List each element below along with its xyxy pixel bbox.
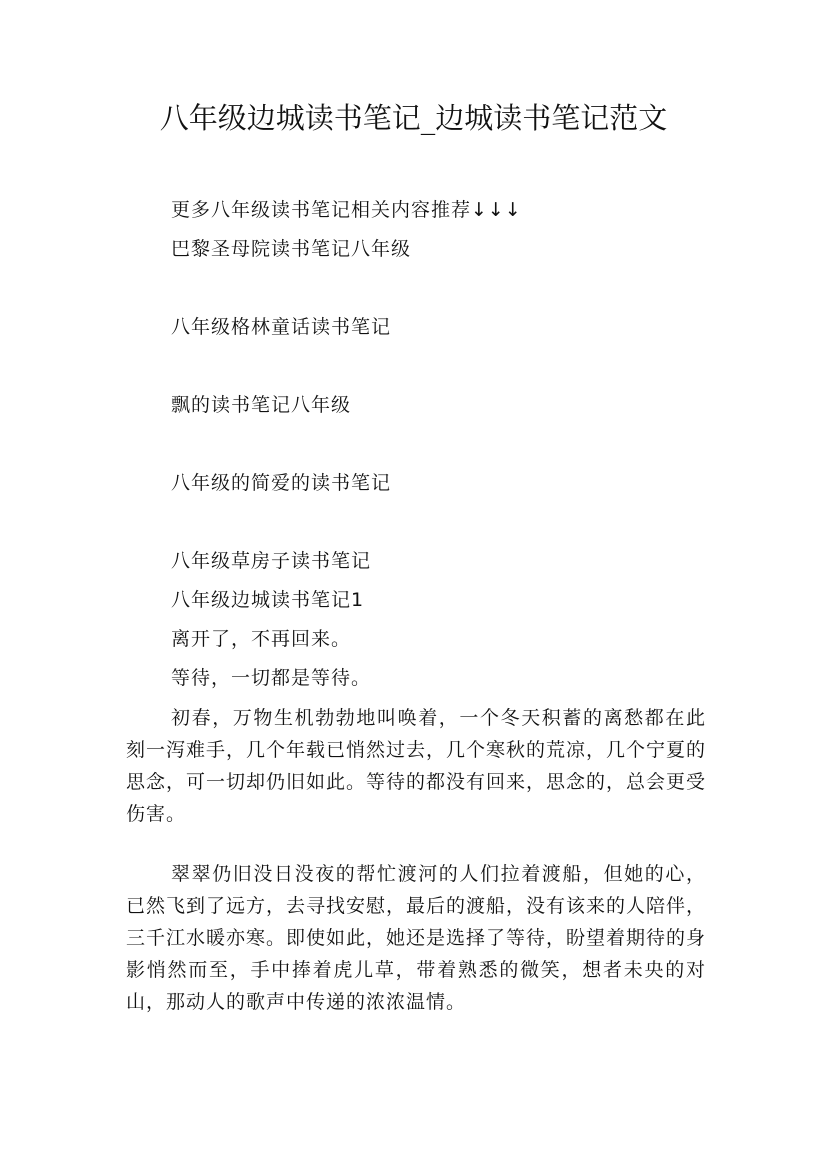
link-item[interactable]: 八年级草房子读书笔记 (171, 550, 372, 572)
short-line: 等待，一切都是等待。 (171, 667, 372, 689)
body-paragraph: 初春，万物生机勃勃地叫唤着，一个冬天积蓄的离愁都在此刻一泻难手，几个年载已悄然过去，几个寒秋的荒凉，几个宁夏的思念，可一切却仍旧如此。等待的都没有回来，思念的，总会更受伤害。 (126, 707, 707, 825)
document-title: 八年级边城读书笔记_边城读书笔记范文 (159, 101, 668, 135)
short-line: 离开了，不再回来。 (171, 628, 352, 650)
link-item[interactable]: 巴黎圣母院读书笔记八年级 (171, 238, 412, 260)
recommend-header: 更多八年级读书笔记相关内容推荐↓↓↓ (171, 199, 522, 221)
link-item[interactable]: 八年级格林童话读书笔记 (171, 316, 392, 338)
section-heading: 八年级边城读书笔记1 (171, 589, 365, 611)
link-item[interactable]: 八年级的简爱的读书笔记 (171, 472, 392, 494)
body-paragraph: 翠翠仍旧没日没夜的帮忙渡河的人们拉着渡船，但她的心，已然飞到了远方，去寻找安慰，最后的渡船，没有该来的人陪伴，三千江水暖亦寒。即使如此，她还是选择了等待，盼望着期待的身影悄然而至，手中捧着虎儿草，带着熟悉的微笑，想者未央的对山，那动人的歌声中传递的浓浓温情。 (126, 863, 707, 1013)
link-item[interactable]: 飘的读书笔记八年级 (171, 394, 352, 416)
